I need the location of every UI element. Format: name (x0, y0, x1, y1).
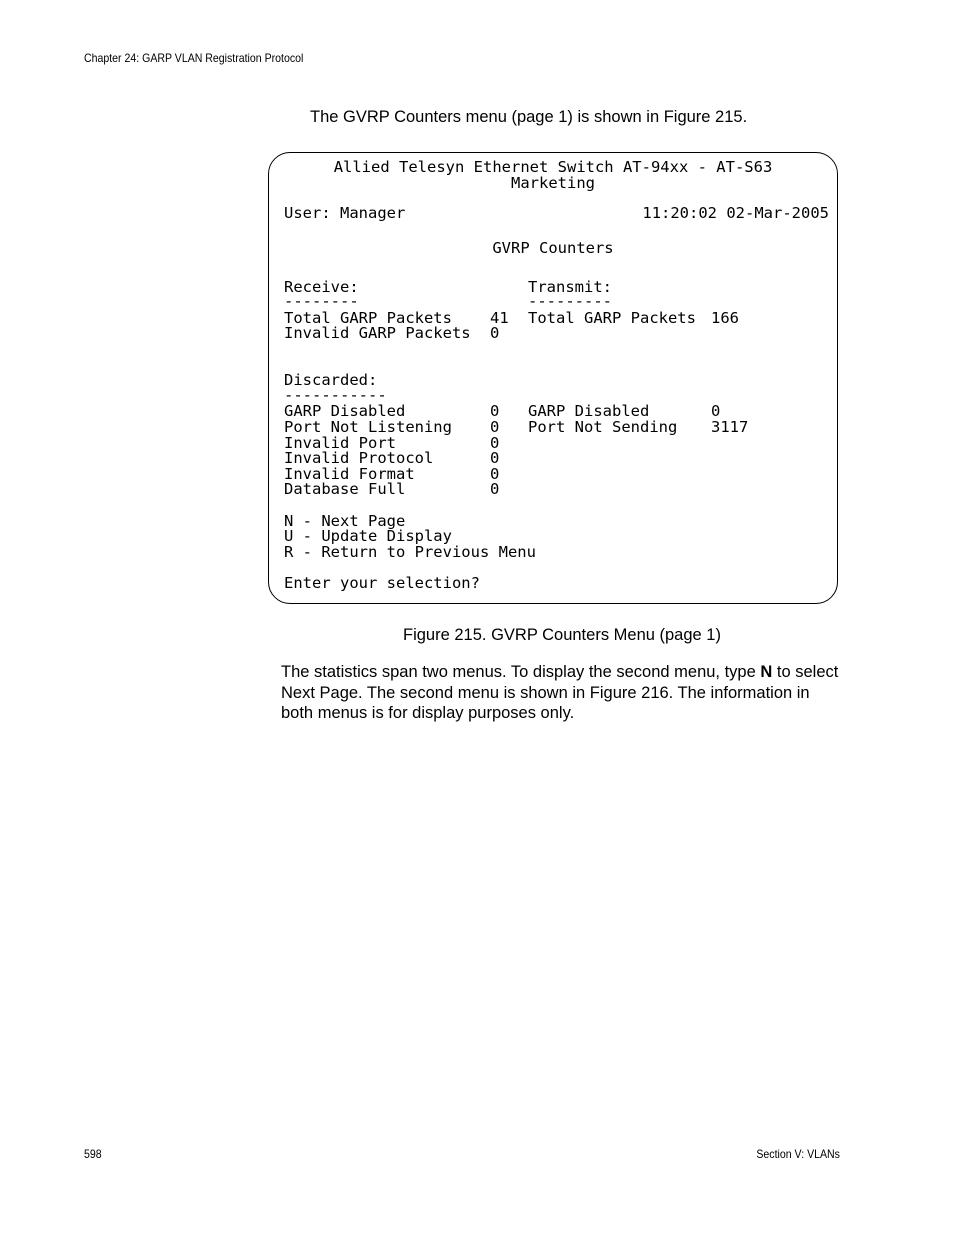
database-full-label: Database Full (284, 480, 406, 498)
receive-header: Receive: (284, 278, 359, 296)
body-paragraph (281, 662, 841, 724)
intro-text: The GVRP Counters menu (page 1) is shown in Figure 215. (310, 108, 748, 126)
body-text-before: The statistics span two menus. To display the second menu, type (281, 663, 761, 681)
menu-option-next-page: N - Next Page (284, 512, 406, 530)
transmit-header: Transmit: (528, 278, 612, 296)
invalid-port-value: 0 (490, 434, 500, 452)
garp-disabled-rx-value: 0 (490, 402, 500, 420)
garp-disabled-tx-value: 0 (711, 402, 721, 420)
transmit-underline: --------- (528, 292, 612, 310)
discarded-header: Discarded: (284, 371, 378, 389)
terminal-user: User: Manager (284, 204, 406, 222)
port-not-sending-value: 3117 (711, 418, 749, 436)
garp-disabled-rx-label: GARP Disabled (284, 402, 406, 420)
invalid-garp-label: Invalid GARP Packets (284, 324, 471, 342)
database-full-value: 0 (490, 480, 500, 498)
receive-underline: -------- (284, 292, 359, 310)
total-garp-rx-label: Total GARP Packets (284, 309, 452, 327)
invalid-protocol-label: Invalid Protocol (284, 449, 434, 467)
figure-caption: Figure 215. GVRP Counters Menu (page 1) (403, 626, 721, 644)
total-garp-rx-value: 41 (490, 309, 509, 327)
menu-option-update-display: U - Update Display (284, 527, 452, 545)
terminal-timestamp: 11:20:02 02-Mar-2005 (642, 204, 829, 222)
total-garp-tx-value: 166 (711, 309, 739, 327)
garp-disabled-tx-label: GARP Disabled (528, 402, 650, 420)
discarded-underline: ----------- (284, 386, 387, 404)
invalid-garp-value: 0 (490, 324, 500, 342)
invalid-port-label: Invalid Port (284, 434, 396, 452)
chapter-header: Chapter 24: GARP VLAN Registration Protocol (84, 51, 304, 65)
terminal-menu-title: GVRP Counters (492, 239, 614, 257)
body-text-after: to select Next Page. The second menu is shown in Figure 216. The information in both menus is for display purposes only. (281, 663, 839, 722)
port-not-sending-label: Port Not Sending (528, 418, 678, 436)
invalid-format-label: Invalid Format (284, 465, 415, 483)
terminal-subtitle: Marketing (511, 174, 595, 192)
section-footer: Section V: VLANs (756, 1147, 840, 1161)
body-bold-key: N (760, 663, 773, 681)
page-number: 598 (84, 1147, 102, 1161)
total-garp-tx-label: Total GARP Packets (528, 309, 696, 327)
menu-option-return: R - Return to Previous Menu (284, 543, 536, 561)
port-not-listening-value: 0 (490, 418, 500, 436)
port-not-listening-label: Port Not Listening (284, 418, 452, 436)
invalid-format-value: 0 (490, 465, 500, 483)
invalid-protocol-value: 0 (490, 449, 500, 467)
terminal-title: Allied Telesyn Ethernet Switch AT-94xx - AT-S63 (333, 158, 773, 176)
selection-prompt: Enter your selection? (284, 574, 480, 592)
